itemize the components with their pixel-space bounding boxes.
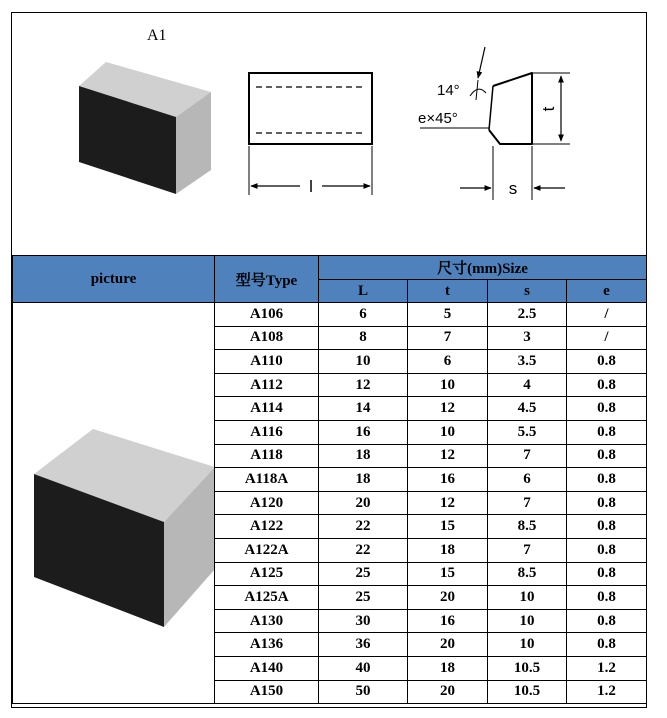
cell-t: 15 xyxy=(408,515,488,539)
cell-type: A125A xyxy=(215,586,319,610)
cell-type: A112 xyxy=(215,373,319,397)
cell-L: 18 xyxy=(319,468,408,492)
insert-3d-view xyxy=(79,62,211,194)
cell-t: 16 xyxy=(408,468,488,492)
cell-e: 0.8 xyxy=(567,538,647,562)
cell-s: 3 xyxy=(488,326,567,350)
header-size: 尺寸(mm)Size xyxy=(319,256,647,280)
cell-L: 25 xyxy=(319,586,408,610)
dim-thickness-label: t xyxy=(539,106,558,112)
cell-type: A150 xyxy=(215,680,319,704)
cell-L: 22 xyxy=(319,515,408,539)
header-type: 型号Type xyxy=(215,256,319,303)
cell-t: 20 xyxy=(408,633,488,657)
cell-s: 5.5 xyxy=(488,420,567,444)
header-col-L: L xyxy=(319,280,408,303)
cell-type: A130 xyxy=(215,609,319,633)
angle-label: 14° xyxy=(437,82,460,99)
cell-e: 0.8 xyxy=(567,586,647,610)
cell-type: A120 xyxy=(215,491,319,515)
cell-s: 7 xyxy=(488,538,567,562)
cell-type: A125 xyxy=(215,562,319,586)
cell-s: 10 xyxy=(488,633,567,657)
cell-t: 20 xyxy=(408,680,488,704)
cell-t: 16 xyxy=(408,609,488,633)
cell-L: 40 xyxy=(319,656,408,680)
cell-type: A118 xyxy=(215,444,319,468)
dim-length-label: l xyxy=(309,177,313,196)
dim-width-label: s xyxy=(508,179,518,198)
cell-type: A136 xyxy=(215,633,319,657)
cell-t: 5 xyxy=(408,303,488,327)
cell-type: A108 xyxy=(215,326,319,350)
chamfer-label: e×45° xyxy=(418,110,458,127)
cell-L: 36 xyxy=(319,633,408,657)
cell-e: 1.2 xyxy=(567,680,647,704)
cell-L: 8 xyxy=(319,326,408,350)
cell-L: 20 xyxy=(319,491,408,515)
table-row xyxy=(13,303,647,327)
cell-L: 25 xyxy=(319,562,408,586)
spec-table-body xyxy=(13,303,647,704)
cell-s: 3.5 xyxy=(488,350,567,374)
cell-t: 6 xyxy=(408,350,488,374)
cell-s: 7 xyxy=(488,491,567,515)
cell-t: 20 xyxy=(408,586,488,610)
cell-e: 0.8 xyxy=(567,444,647,468)
cell-e: 0.8 xyxy=(567,468,647,492)
cell-L: 16 xyxy=(319,420,408,444)
cell-s: 4.5 xyxy=(488,397,567,421)
cell-L: 22 xyxy=(319,538,408,562)
cell-t: 10 xyxy=(408,373,488,397)
technical-drawings xyxy=(0,0,667,255)
cell-L: 30 xyxy=(319,609,408,633)
cell-e: 0.8 xyxy=(567,350,647,374)
cell-t: 12 xyxy=(408,491,488,515)
cell-e: / xyxy=(567,326,647,350)
cell-s: 8.5 xyxy=(488,515,567,539)
cell-s: 8.5 xyxy=(488,562,567,586)
cell-t: 12 xyxy=(408,444,488,468)
cell-type: A114 xyxy=(215,397,319,421)
cell-e: 0.8 xyxy=(567,397,647,421)
cell-s: 10 xyxy=(488,586,567,610)
cell-e: 0.8 xyxy=(567,609,647,633)
cell-t: 12 xyxy=(408,397,488,421)
cell-L: 10 xyxy=(319,350,408,374)
cell-L: 14 xyxy=(319,397,408,421)
cell-e: 0.8 xyxy=(567,373,647,397)
cell-type: A110 xyxy=(215,350,319,374)
cell-L: 50 xyxy=(319,680,408,704)
model-label: A1 xyxy=(147,27,167,44)
cell-e: 0.8 xyxy=(567,562,647,586)
cell-type: A118A xyxy=(215,468,319,492)
cell-e: 0.8 xyxy=(567,633,647,657)
cell-s: 10 xyxy=(488,609,567,633)
cell-t: 15 xyxy=(408,562,488,586)
cell-s: 10.5 xyxy=(488,680,567,704)
cell-s: 4 xyxy=(488,373,567,397)
cell-t: 10 xyxy=(408,420,488,444)
header-col-e: e xyxy=(567,280,647,303)
header-col-t: t xyxy=(408,280,488,303)
cell-e: 0.8 xyxy=(567,420,647,444)
cell-type: A122A xyxy=(215,538,319,562)
cell-type: A106 xyxy=(215,303,319,327)
cell-s: 6 xyxy=(488,468,567,492)
cell-L: 12 xyxy=(319,373,408,397)
cell-L: 6 xyxy=(319,303,408,327)
header-col-s: s xyxy=(488,280,567,303)
insert-picture xyxy=(14,311,214,691)
cell-e: 1.2 xyxy=(567,656,647,680)
cell-e: 0.8 xyxy=(567,515,647,539)
cell-type: A140 xyxy=(215,656,319,680)
cell-type: A116 xyxy=(215,420,319,444)
spec-table xyxy=(12,255,647,704)
cell-e: 0.8 xyxy=(567,491,647,515)
cell-s: 10.5 xyxy=(488,656,567,680)
insert-picture-cell xyxy=(13,303,215,704)
cell-e: / xyxy=(567,303,647,327)
cell-t: 18 xyxy=(408,656,488,680)
cell-s: 7 xyxy=(488,444,567,468)
header-picture: picture xyxy=(13,256,215,303)
cell-type: A122 xyxy=(215,515,319,539)
cell-L: 18 xyxy=(319,444,408,468)
cell-t: 18 xyxy=(408,538,488,562)
cell-t: 7 xyxy=(408,326,488,350)
cell-s: 2.5 xyxy=(488,303,567,327)
